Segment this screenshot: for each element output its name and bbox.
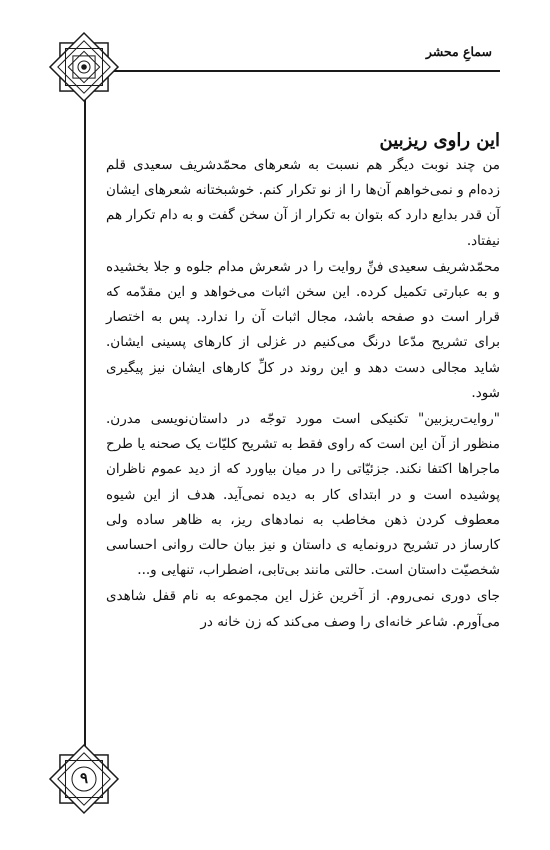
paragraph: جای دوری نمی‌روم. از آخرین غزل این مجموعه به نام قفل شاهدی می‌آورم. شاعر خانه‌ای را وصف می‌کند که زن خانه در (106, 588, 500, 630)
header-rule (104, 70, 500, 72)
top-rosette-ornament-icon (47, 30, 121, 104)
margin-vertical-rule (84, 66, 86, 776)
paragraph: من چند نوبت دیگر هم نسبت به شعرهای محمّدشریف سعیدی قلم زده‌ام و نمی‌خواهم آن‌ها را از نو تکرار کنم. خوشبختانه شعرهای ایشان آن قدر بدایع دارد که بتوان به تکرار از آن سخن گفت و به دام تکرار هم نیفتاد. (106, 157, 500, 249)
paragraph: "روایت‌ریزبین" تکنیکی است مورد توجّه در داستان‌نویسی مدرن. منظور از آن این است که راوی فقط به تشریح کلیّات یک صحنه یا طرح ماجراها اکتفا نکند. جزئیّاتی را در میان بیاورد که از دید عموم ناظران پوشیده است و در ابتدای کار به دیده نمی‌آید. هدف از این شیوه معطوف کردن ذهن مخاطب به نمادهای ریز، به ظاهر ساده ولی کارساز در تشریح درونمایه ی داستان و نیز بیان حالت روانی احساسی شخصیّت داستان است. حالتی مانند بی‌تابی، اضطراب، تنهایی و... (106, 411, 500, 579)
body-text (106, 153, 500, 635)
section-heading: این راوی ریزبین (379, 130, 500, 152)
running-header-title: سماعِ محشر (425, 44, 492, 59)
page-number: ۹ (79, 769, 89, 787)
paragraph: محمّدشریف سعیدی فنِّ روایت را در شعرش مدام جلوه و جلا بخشیده و به عبارتی تکمیل کرده. این سخن اثبات می‌خواهد و این مقدّمه که قرار است دو صفحه باشد، مجال اثبات آن را ندارد. پس به اختصار برای تشریح مدّعا درنگ می‌کنیم در غزلی از کارهای پسینی ایشان. شاید مجالی دست دهد و این روند در کلِّ کارهای ایشان نیز پیگیری شود. (106, 258, 500, 401)
